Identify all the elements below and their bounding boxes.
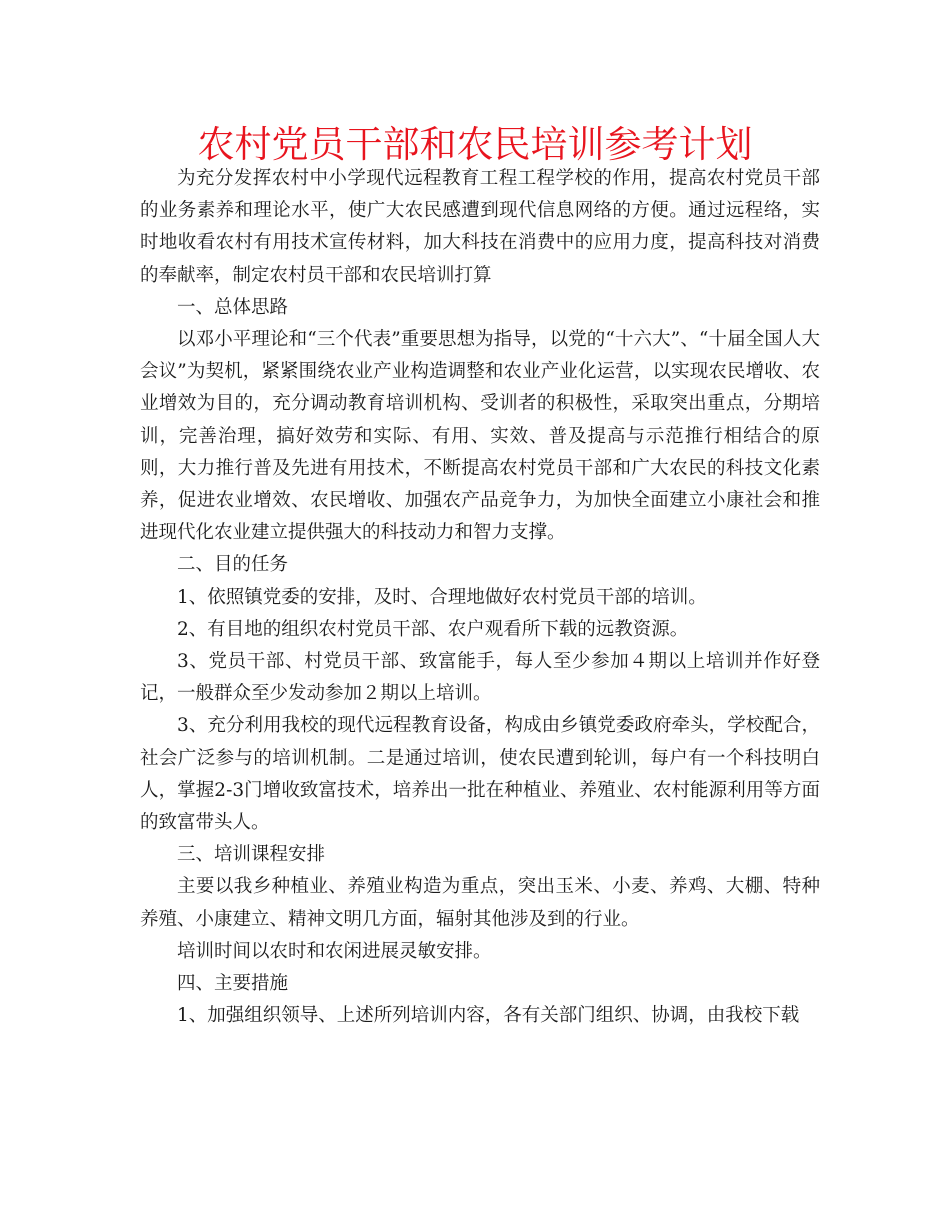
- document-body: [140, 163, 820, 1032]
- paragraph-overall-approach: 以邓小平理论和“三个代表”重要思想为指导，以党的“十六大”、“十届全国人大会议”为契机，紧紧围绕农业产业构造调整和农业产业化运营，以实现农民增收、农业增效为目的，充分调动教育培训机构、受训者的积极性，采取突出重点，分期培训，完善治理，搞好效劳和实际、有用、实效、普及提高与示范推行相结合的原则，大力推行普及先进有用技术，不断提高农村党员干部和广大农民的科技文化素养，促进农业增效、农民增收、加强农产品竞争力，为加快全面建立小康社会和推进现代化农业建立提供强大的科技动力和智力支撑。: [140, 329, 820, 544]
- section-heading-goals-tasks: 二、目的任务: [177, 554, 289, 576]
- section-heading-main-measures: 四、主要措施: [177, 973, 289, 995]
- paragraph-task-2: 2、有目地的组织农村党员干部、农户观看所下载的远教资源。: [177, 618, 689, 640]
- paragraph-task-4: 3、充分利用我校的现代远程教育设备，构成由乡镇党委政府牵头，学校配合，社会广泛参与的培训机制。二是通过培训，使农民遭到轮训，每户有一个科技明白人，掌握2-3门增收致富技术，培养出一批在种植业、养殖业、农村能源利用等方面的致富带头人。: [140, 715, 820, 834]
- paragraph-course-focus: 主要以我乡种植业、养殖业构造为重点，突出玉米、小麦、养鸡、大棚、特种养殖、小康建立、精神文明几方面，辐射其他涉及到的行业。: [140, 876, 820, 930]
- section-heading-course-schedule: 三、培训课程安排: [177, 844, 326, 866]
- paragraph-task-1: 1、依照镇党委的安排，及时、合理地做好农村党员干部的培训。: [177, 586, 707, 608]
- paragraph-measure-1: 1、加强组织领导、上述所列培训内容，各有关部门组织、协调，由我校下载: [177, 1005, 800, 1027]
- paragraph-intro: 为充分发挥农村中小学现代远程教育工程工程学校的作用，提高农村党员干部的业务素养和理论水平，使广大农民感遭到现代信息网络的方便。通过远程络，实时地收看农村有用技术宣传材料，加大科技在消费中的应用力度，提高科技对消费的奉献率，制定农村员干部和农民培训打算: [140, 168, 820, 286]
- page-title: 农村党员干部和农民培训参考计划: [197, 123, 753, 166]
- paragraph-task-3: 3、党员干部、村党员干部、致富能手，每人至少参加４期以上培训并作好登记，一般群众至少发动参加２期以上培训。: [140, 651, 820, 705]
- section-heading-overall-approach: 一、总体思路: [177, 296, 289, 318]
- paragraph-course-timing: 培训时间以农时和农闲进展灵敏安排。: [177, 940, 492, 962]
